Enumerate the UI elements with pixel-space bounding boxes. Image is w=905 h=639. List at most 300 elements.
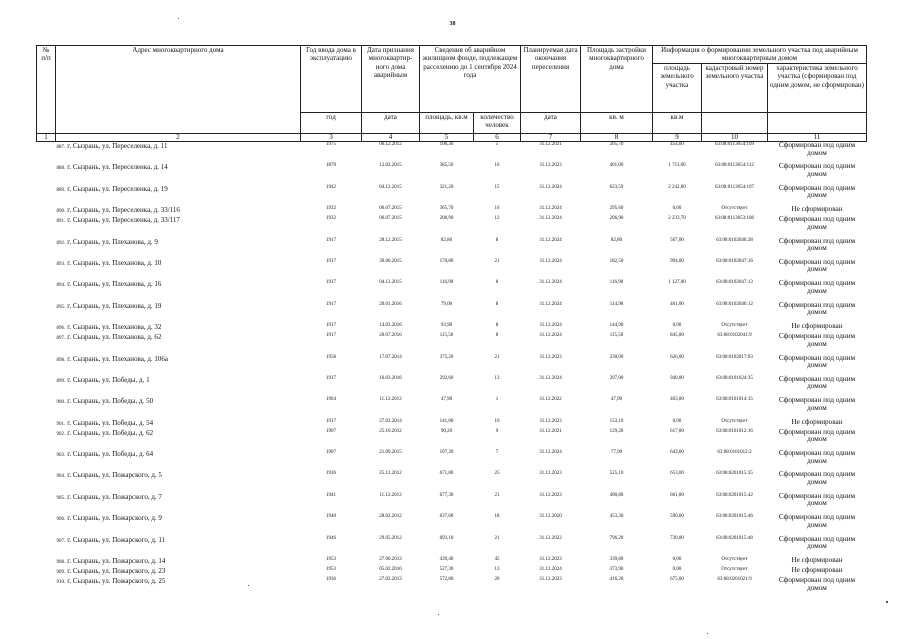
land-area-cell: 0,00 bbox=[672, 323, 682, 329]
row-number: 891. bbox=[56, 219, 66, 225]
cadastral-number-cell: 63:08:0113053:106 bbox=[715, 216, 754, 222]
address-cell bbox=[56, 206, 301, 216]
planned-end-date-cell: 31.12.2023 bbox=[539, 577, 562, 583]
row-number: 895. bbox=[56, 304, 66, 310]
land-characteristic-cell: Не сформирован bbox=[791, 205, 843, 214]
land-area-cell: 661,00 bbox=[670, 492, 684, 498]
year-commission-cell: 1975 bbox=[326, 142, 336, 147]
resettlement-table-container bbox=[36, 45, 866, 598]
col-number: 4 bbox=[362, 134, 420, 142]
address-cell bbox=[56, 280, 301, 301]
row-number: 892. bbox=[56, 240, 66, 246]
date-emergency-cell: 29.05.2012 bbox=[379, 535, 402, 541]
fund-area-cell: 141,00 bbox=[439, 418, 454, 424]
row-number: 894. bbox=[56, 283, 66, 289]
col-number: 10 bbox=[702, 134, 768, 142]
cadastral-number-cell: Отсутствует bbox=[721, 418, 748, 424]
row-number: 903. bbox=[56, 453, 66, 459]
table-row bbox=[37, 355, 867, 376]
land-characteristic-cell: Не сформирован bbox=[791, 322, 843, 331]
empty-number-cell bbox=[37, 259, 56, 280]
planned-end-date-cell: 31.12.2024 bbox=[539, 206, 562, 212]
cadastral-number-cell: Отсутствует bbox=[721, 557, 748, 563]
date-emergency-cell: 16.03.2016 bbox=[379, 375, 402, 381]
col-number: 9 bbox=[653, 134, 702, 142]
land-characteristic-cell: Сформирован под одним домом bbox=[778, 534, 856, 551]
address-cell bbox=[56, 450, 301, 471]
people-count-cell: 25 bbox=[494, 471, 500, 477]
land-area-cell: 1 127,00 bbox=[668, 280, 686, 286]
empty-number-cell bbox=[37, 567, 56, 577]
table-row bbox=[37, 493, 867, 514]
fund-area-cell: 170,80 bbox=[439, 258, 454, 264]
address-text: г. Сызрань, ул. Переселенка, д. 33/117 bbox=[67, 216, 180, 225]
table-row bbox=[37, 577, 867, 598]
address-text: г. Сызрань, ул. Пожарского, д. 23 bbox=[67, 567, 166, 576]
row-number: 889. bbox=[56, 187, 66, 193]
address-text: г. Сызрань, ул. Победы, д. 1 bbox=[67, 375, 150, 384]
header-land-info bbox=[653, 46, 867, 113]
year-commission-cell: 1940 bbox=[326, 514, 336, 520]
date-emergency-cell: 06.07.2015 bbox=[379, 206, 402, 212]
land-characteristic-cell: Сформирован под одним домом bbox=[778, 162, 856, 178]
table-row bbox=[37, 142, 867, 164]
land-characteristic-cell: Сформирован под одним домом bbox=[778, 449, 856, 465]
address-text: г. Сызрань, ул. Плеханова, д. 19 bbox=[67, 301, 162, 310]
row-number: 888. bbox=[56, 166, 66, 172]
table-row bbox=[37, 397, 867, 418]
land-area-cell: 845,00 bbox=[670, 333, 684, 339]
people-count-cell: 8 bbox=[495, 237, 499, 243]
unit-area: площадь, кв.м bbox=[420, 113, 474, 134]
header-cadastral: кадастровый номер земельного участка bbox=[702, 64, 768, 112]
address-text: г. Сызрань, ул. Переселенка, д. 14 bbox=[67, 163, 168, 172]
built-area-cell: 114,90 bbox=[609, 301, 624, 307]
scan-speck bbox=[438, 614, 439, 615]
header-land-info-title: Информация о формировании земельного участка под аварийным многоквартирным домом bbox=[653, 46, 866, 64]
fund-area-cell: 693,10 bbox=[439, 535, 454, 541]
planned-end-date-cell: 31.12.2024 bbox=[539, 333, 562, 339]
address-text: г. Сызрань, ул. Победы, д. 62 bbox=[67, 428, 154, 437]
address-cell bbox=[56, 163, 301, 184]
land-characteristic-cell: Сформирован под одним домом bbox=[778, 236, 856, 253]
built-area-cell: 401,00 bbox=[609, 163, 624, 169]
row-number: 893. bbox=[56, 261, 66, 267]
cadastral-number-cell: 63:08:0201015:46 bbox=[716, 514, 753, 520]
row-number: 900. bbox=[56, 400, 66, 406]
empty-number-cell bbox=[37, 333, 56, 354]
people-count-cell: 21 bbox=[494, 354, 500, 360]
empty-number-cell bbox=[37, 206, 56, 216]
address-text: г. Сызрань, ул. Плеханова, д. 32 bbox=[67, 323, 162, 332]
header-number: № п/п bbox=[37, 46, 56, 134]
people-count-cell: 45 bbox=[494, 557, 500, 563]
header-land-area: площадь земельного участка bbox=[653, 64, 702, 112]
planned-end-date-cell: 31.12.2023 bbox=[539, 418, 562, 424]
land-area-cell: 567,00 bbox=[670, 237, 684, 243]
people-count-cell: 13 bbox=[494, 567, 500, 573]
fund-area-cell: 90,20 bbox=[440, 428, 453, 434]
cadastral-number-cell: 63:08:0102047:13 bbox=[716, 280, 753, 286]
row-number: 901. bbox=[56, 421, 66, 427]
land-characteristic-cell: Сформирован под одним домом bbox=[778, 300, 856, 317]
year-commission-cell: 1936 bbox=[326, 577, 336, 583]
land-area-cell: 940,00 bbox=[670, 375, 684, 381]
people-count-cell: 7 bbox=[495, 450, 499, 456]
fund-area-cell: 206,90 bbox=[439, 216, 454, 222]
date-emergency-cell: 04.12.2015 bbox=[379, 184, 402, 190]
cadastral-number-cell: 63:08:0102041:9 bbox=[717, 333, 752, 339]
cadastral-number-cell: 63:08:0102017:93 bbox=[716, 354, 753, 360]
table-row bbox=[37, 216, 867, 237]
year-commission-cell: 1917 bbox=[326, 237, 336, 243]
land-characteristic-cell: Сформирован под одним домом bbox=[778, 470, 856, 486]
address-text: г. Сызрань, ул. Плеханова, д. 106а bbox=[67, 354, 169, 363]
row-number: 908. bbox=[56, 560, 66, 566]
year-commission-cell: 1917 bbox=[326, 333, 336, 339]
land-area-cell: 643,00 bbox=[670, 450, 684, 456]
planned-end-date-cell: 31.12.2024 bbox=[539, 301, 562, 307]
header-address: Адрес многоквартирного дома bbox=[56, 46, 301, 134]
col-number: 5 bbox=[420, 134, 474, 142]
people-count-cell: 21 bbox=[494, 492, 500, 498]
land-area-cell: 0,00 bbox=[672, 206, 682, 212]
fund-area-cell: 671,80 bbox=[439, 471, 454, 477]
year-commission-cell: 1917 bbox=[326, 323, 336, 329]
date-emergency-cell: 21.09.2015 bbox=[379, 450, 402, 456]
empty-number-cell bbox=[37, 355, 56, 376]
empty-number-cell bbox=[37, 514, 56, 535]
planned-end-date-cell: 31.12.2021 bbox=[539, 428, 562, 434]
col-number: 1 bbox=[37, 134, 56, 142]
address-cell bbox=[56, 185, 301, 206]
fund-area-cell: 527,30 bbox=[439, 567, 454, 573]
unit-date: дата bbox=[362, 113, 420, 134]
land-area-cell: 2 233,70 bbox=[668, 216, 686, 222]
cadastral-number-cell: 63:08:0101012:16 bbox=[716, 428, 753, 434]
land-area-cell: 2 242,00 bbox=[668, 184, 686, 190]
date-emergency-cell: 25.12.2012 bbox=[379, 471, 402, 477]
built-area-cell: 205,70 bbox=[609, 142, 624, 147]
year-commission-cell: 1917 bbox=[326, 280, 336, 286]
cadastral-number-cell: 63:08:0201021:9 bbox=[717, 577, 752, 583]
land-characteristic-cell: Сформирован под одним домом bbox=[778, 396, 856, 412]
col-number: 2 bbox=[56, 134, 301, 142]
address-text: г. Сызрань, ул. Пожарского, д. 5 bbox=[67, 471, 162, 480]
address-cell bbox=[56, 471, 301, 492]
cadastral-number-cell: 63:08:0113054:112 bbox=[715, 163, 754, 169]
land-area-cell: 403,00 bbox=[670, 397, 684, 403]
empty-number-cell bbox=[37, 216, 56, 237]
built-area-cell: 206,90 bbox=[609, 216, 624, 222]
header-built-area: Площадь застройки многоквартирного дома bbox=[581, 46, 653, 113]
row-number: 897. bbox=[56, 336, 66, 342]
address-cell bbox=[56, 142, 301, 164]
fund-area-cell: 292,60 bbox=[439, 375, 454, 381]
land-area-cell: 653,00 bbox=[670, 471, 684, 477]
empty-number-cell bbox=[37, 536, 56, 557]
col-number: 6 bbox=[474, 134, 521, 142]
date-emergency-cell: 06.12.2012 bbox=[379, 142, 402, 147]
address-cell bbox=[56, 514, 301, 535]
date-emergency-cell: 06.07.2015 bbox=[379, 216, 402, 222]
unit-year: год bbox=[301, 113, 362, 134]
table-row bbox=[37, 429, 867, 450]
people-count-cell: 9 bbox=[495, 428, 499, 434]
land-characteristic-cell: Сформирован под одним домом bbox=[778, 491, 856, 508]
year-commission-cell: 1917 bbox=[326, 418, 336, 424]
cadastral-number-cell: Отсутствует bbox=[721, 323, 748, 329]
col-number: 8 bbox=[581, 134, 653, 142]
row-number: 905. bbox=[56, 495, 66, 501]
unit-date-planned: дата bbox=[521, 113, 581, 134]
built-area-cell: 82,80 bbox=[610, 237, 623, 243]
address-text: г. Сызрань, ул. Победы, д. 50 bbox=[67, 397, 154, 406]
empty-number-cell bbox=[37, 163, 56, 184]
empty-number-cell bbox=[37, 471, 56, 492]
year-commission-cell: 1907 bbox=[326, 428, 336, 434]
planned-end-date-cell: 31.12.2024 bbox=[539, 323, 562, 329]
table-row bbox=[37, 471, 867, 492]
empty-number-cell bbox=[37, 302, 56, 323]
land-characteristic-cell: Сформирован под одним домом bbox=[778, 257, 856, 274]
row-number: 909. bbox=[56, 570, 66, 576]
date-emergency-cell: 28.12.2015 bbox=[379, 237, 402, 243]
cadastral-number-cell: 63:08:0101012:2 bbox=[717, 450, 752, 456]
table-row bbox=[37, 206, 867, 216]
land-area-cell: 454,00 bbox=[670, 142, 684, 147]
row-number: 887. bbox=[56, 145, 66, 150]
planned-end-date-cell: 31.12.2024 bbox=[539, 280, 562, 286]
date-emergency-cell: 25.10.2012 bbox=[379, 428, 402, 434]
land-area-cell: 0,00 bbox=[672, 557, 682, 563]
address-text: г. Сызрань, ул. Плеханова, д. 10 bbox=[67, 258, 162, 267]
year-commission-cell: 1946 bbox=[326, 535, 336, 541]
planned-end-date-cell: 31.12.2021 bbox=[539, 142, 562, 147]
address-cell bbox=[56, 238, 301, 259]
planned-end-date-cell: 31.12.2023 bbox=[539, 557, 562, 563]
land-characteristic-cell: Сформирован под одним домом bbox=[778, 576, 856, 592]
cadastral-number-cell: 63:08:0102046:12 bbox=[716, 301, 753, 307]
year-commission-cell: 1932 bbox=[326, 216, 336, 222]
empty-number-cell bbox=[37, 142, 56, 164]
scan-speck bbox=[178, 18, 179, 19]
built-area-cell: 490,80 bbox=[609, 492, 624, 498]
land-characteristic-cell: Сформирован под одним домом bbox=[778, 141, 856, 157]
empty-number-cell bbox=[37, 280, 56, 301]
date-emergency-cell: 20.01.2016 bbox=[379, 301, 402, 307]
year-commission-cell: 1917 bbox=[326, 301, 336, 307]
year-commission-cell: 1917 bbox=[326, 258, 336, 264]
land-characteristic-cell: Не сформирован bbox=[791, 566, 843, 575]
table-row bbox=[37, 419, 867, 429]
planned-end-date-cell: 31.12.2023 bbox=[539, 163, 562, 169]
built-area-cell: 416,20 bbox=[609, 577, 624, 583]
built-area-cell: 182,50 bbox=[609, 258, 624, 264]
empty-number-cell bbox=[37, 450, 56, 471]
row-number: 899. bbox=[56, 378, 66, 384]
table-row bbox=[37, 238, 867, 259]
cadastral-number-cell: 63:08:0101014:15 bbox=[716, 397, 753, 403]
address-text: г. Сызрань, ул. Плеханова, д. 9 bbox=[67, 237, 158, 246]
address-text: г. Сызрань, ул. Переселенка, д. 19 bbox=[67, 184, 168, 193]
land-area-cell: 0,00 bbox=[672, 418, 682, 424]
built-area-cell: 397,00 bbox=[609, 375, 624, 381]
table-row bbox=[37, 280, 867, 301]
planned-end-date-cell: 31.12.2022 bbox=[539, 397, 562, 403]
cadastral-number-cell: 63:08:0102046:28 bbox=[716, 237, 753, 243]
built-area-cell: 47,90 bbox=[610, 397, 623, 403]
scan-speck bbox=[886, 601, 888, 603]
people-count-cell: 21 bbox=[494, 258, 500, 264]
resettlement-table bbox=[36, 45, 867, 598]
built-area-cell: 144,90 bbox=[609, 323, 624, 329]
address-text: г. Сызрань, ул. Пожарского, д. 9 bbox=[67, 514, 162, 523]
built-area-cell: 525,10 bbox=[609, 471, 624, 477]
table-row bbox=[37, 557, 867, 567]
page-number: 38 bbox=[449, 21, 456, 27]
empty-number-cell bbox=[37, 577, 56, 598]
fund-area-cell: 375,20 bbox=[439, 354, 454, 360]
empty-number-cell bbox=[37, 419, 56, 429]
fund-area-cell: 93,90 bbox=[440, 323, 453, 329]
empty-number-cell bbox=[37, 323, 56, 333]
land-characteristic-cell: Сформирован под одним домом bbox=[778, 353, 856, 370]
fund-area-cell: 365,70 bbox=[439, 206, 454, 212]
date-emergency-cell: 28.02.2012 bbox=[379, 514, 402, 520]
year-commission-cell: 1904 bbox=[326, 397, 336, 403]
scan-speck bbox=[707, 633, 708, 634]
fund-area-cell: 79,00 bbox=[440, 301, 453, 307]
header-date-emergency: Дата признания многоквартир-ного дома аварийным bbox=[362, 46, 420, 113]
table-row bbox=[37, 536, 867, 557]
land-area-cell: 994,00 bbox=[670, 258, 684, 264]
people-count-cell: 18 bbox=[494, 514, 500, 520]
planned-end-date-cell: 31.12.2024 bbox=[539, 450, 562, 456]
cadastral-number-cell: 63:08:0201015:48 bbox=[716, 535, 753, 541]
address-text: г. Сызрань, ул. Пожарского, д. 11 bbox=[67, 535, 166, 544]
header-planned-end: Планируемая дата окончания переселения bbox=[521, 46, 581, 113]
land-characteristic-cell: Сформирован под одним домом bbox=[778, 215, 856, 231]
address-text: г. Сызрань, ул. Переселенка, д. 11 bbox=[67, 142, 168, 150]
year-commission-cell: 1958 bbox=[326, 354, 336, 360]
land-area-cell: 590,00 bbox=[670, 514, 684, 520]
header-fund-info: Сведения об аварийном жилищном фонде, подлежащем расселению до 1 сентября 2024 года bbox=[420, 46, 521, 113]
col-number: 7 bbox=[521, 134, 581, 142]
people-count-cell: 16 bbox=[494, 163, 500, 169]
header-year-commission: Год ввода дома в эксплуатацию bbox=[301, 46, 362, 113]
fund-area-cell: 116,90 bbox=[439, 280, 454, 286]
address-cell bbox=[56, 419, 301, 429]
table-body bbox=[37, 142, 867, 599]
table-row bbox=[37, 259, 867, 280]
row-number: 904. bbox=[56, 474, 66, 480]
year-commission-cell: 1941 bbox=[326, 492, 336, 498]
year-commission-cell: 1907 bbox=[326, 450, 336, 456]
row-number: 910. bbox=[56, 580, 66, 586]
people-count-cell: 8 bbox=[495, 323, 499, 329]
address-cell bbox=[56, 493, 301, 514]
unit-people: количество человек bbox=[474, 113, 521, 134]
built-area-cell: 116,90 bbox=[609, 280, 624, 286]
address-cell bbox=[56, 376, 301, 397]
planned-end-date-cell: 31.12.2024 bbox=[539, 375, 562, 381]
land-area-cell: 730,00 bbox=[670, 535, 684, 541]
table-row bbox=[37, 185, 867, 206]
planned-end-date-cell: 31.12.2024 bbox=[539, 237, 562, 243]
built-area-cell: 373,90 bbox=[609, 567, 624, 573]
land-characteristic-cell: Не сформирован bbox=[791, 417, 843, 426]
land-characteristic-cell: Не сформирован bbox=[791, 556, 843, 565]
year-commission-cell: 1879 bbox=[326, 163, 336, 169]
cadastral-number-cell: Отсутствует bbox=[721, 567, 748, 573]
cadastral-number-cell: 63:08:0113054:109 bbox=[715, 142, 754, 147]
people-count-cell: 8 bbox=[495, 333, 499, 339]
empty-number-cell bbox=[37, 557, 56, 567]
fund-area-cell: 439,40 bbox=[439, 557, 454, 563]
address-text: г. Сызрань, ул. Пожарского, д. 25 bbox=[67, 577, 166, 586]
people-count-cell: 8 bbox=[495, 301, 499, 307]
people-count-cell: 1 bbox=[495, 397, 499, 403]
date-emergency-cell: 12.02.2015 bbox=[379, 163, 402, 169]
planned-end-date-cell: 31.12.2024 bbox=[539, 258, 562, 264]
address-text: г. Сызрань, ул. Плеханова, д. 62 bbox=[67, 333, 162, 342]
land-characteristic-cell: Сформирован под одним домом bbox=[778, 183, 856, 200]
date-emergency-cell: 30.06.2015 bbox=[379, 258, 402, 264]
table-row bbox=[37, 514, 867, 535]
address-cell bbox=[56, 397, 301, 418]
year-commission-cell: 1936 bbox=[326, 471, 336, 477]
address-cell bbox=[56, 355, 301, 376]
empty-number-cell bbox=[37, 185, 56, 206]
address-cell bbox=[56, 557, 301, 567]
date-emergency-cell: 27.06.2013 bbox=[379, 557, 402, 563]
built-area-cell: 129,20 bbox=[609, 428, 624, 434]
row-number: 902. bbox=[56, 431, 66, 437]
built-area-cell: 153,10 bbox=[609, 418, 624, 424]
table-row bbox=[37, 376, 867, 397]
built-area-cell: 115,50 bbox=[609, 333, 624, 339]
year-commission-cell: 1953 bbox=[326, 567, 336, 573]
table-row bbox=[37, 302, 867, 323]
empty-number-cell bbox=[37, 429, 56, 450]
land-characteristic-cell: Сформирован под одним домом bbox=[778, 374, 856, 391]
date-emergency-cell: 27.02.2014 bbox=[379, 418, 402, 424]
column-numbers-row bbox=[37, 134, 867, 142]
year-commission-cell: 1953 bbox=[326, 557, 336, 563]
land-characteristic-cell: Сформирован под одним домом bbox=[778, 279, 856, 295]
date-emergency-cell: 20.07.2016 bbox=[379, 333, 402, 339]
built-area-cell: 77,90 bbox=[610, 450, 623, 456]
people-count-cell: 20 bbox=[494, 577, 500, 583]
cadastral-number-cell: 63:08:0101024:35 bbox=[716, 375, 753, 381]
land-area-cell: 675,00 bbox=[670, 577, 684, 583]
people-count-cell: 21 bbox=[494, 535, 500, 541]
date-emergency-cell: 11.12.2013 bbox=[379, 492, 402, 498]
fund-area-cell: 106,30 bbox=[439, 142, 454, 147]
header-land-char: характеристика земельного участка (сформирован под одним домом, не сформирован) bbox=[770, 64, 864, 89]
table-row bbox=[37, 567, 867, 577]
land-characteristic-cell: Сформирован под одним домом bbox=[778, 513, 856, 529]
address-cell bbox=[56, 259, 301, 280]
planned-end-date-cell: 31.12.2023 bbox=[539, 471, 562, 477]
cadastral-number-cell: 63:08:0201015:35 bbox=[716, 471, 753, 477]
date-emergency-cell: 27.02.2013 bbox=[379, 577, 402, 583]
built-area-cell: 295,60 bbox=[609, 206, 624, 212]
built-area-cell: 453,30 bbox=[609, 514, 624, 520]
address-cell bbox=[56, 333, 301, 354]
built-area-cell: 623,59 bbox=[609, 184, 624, 190]
